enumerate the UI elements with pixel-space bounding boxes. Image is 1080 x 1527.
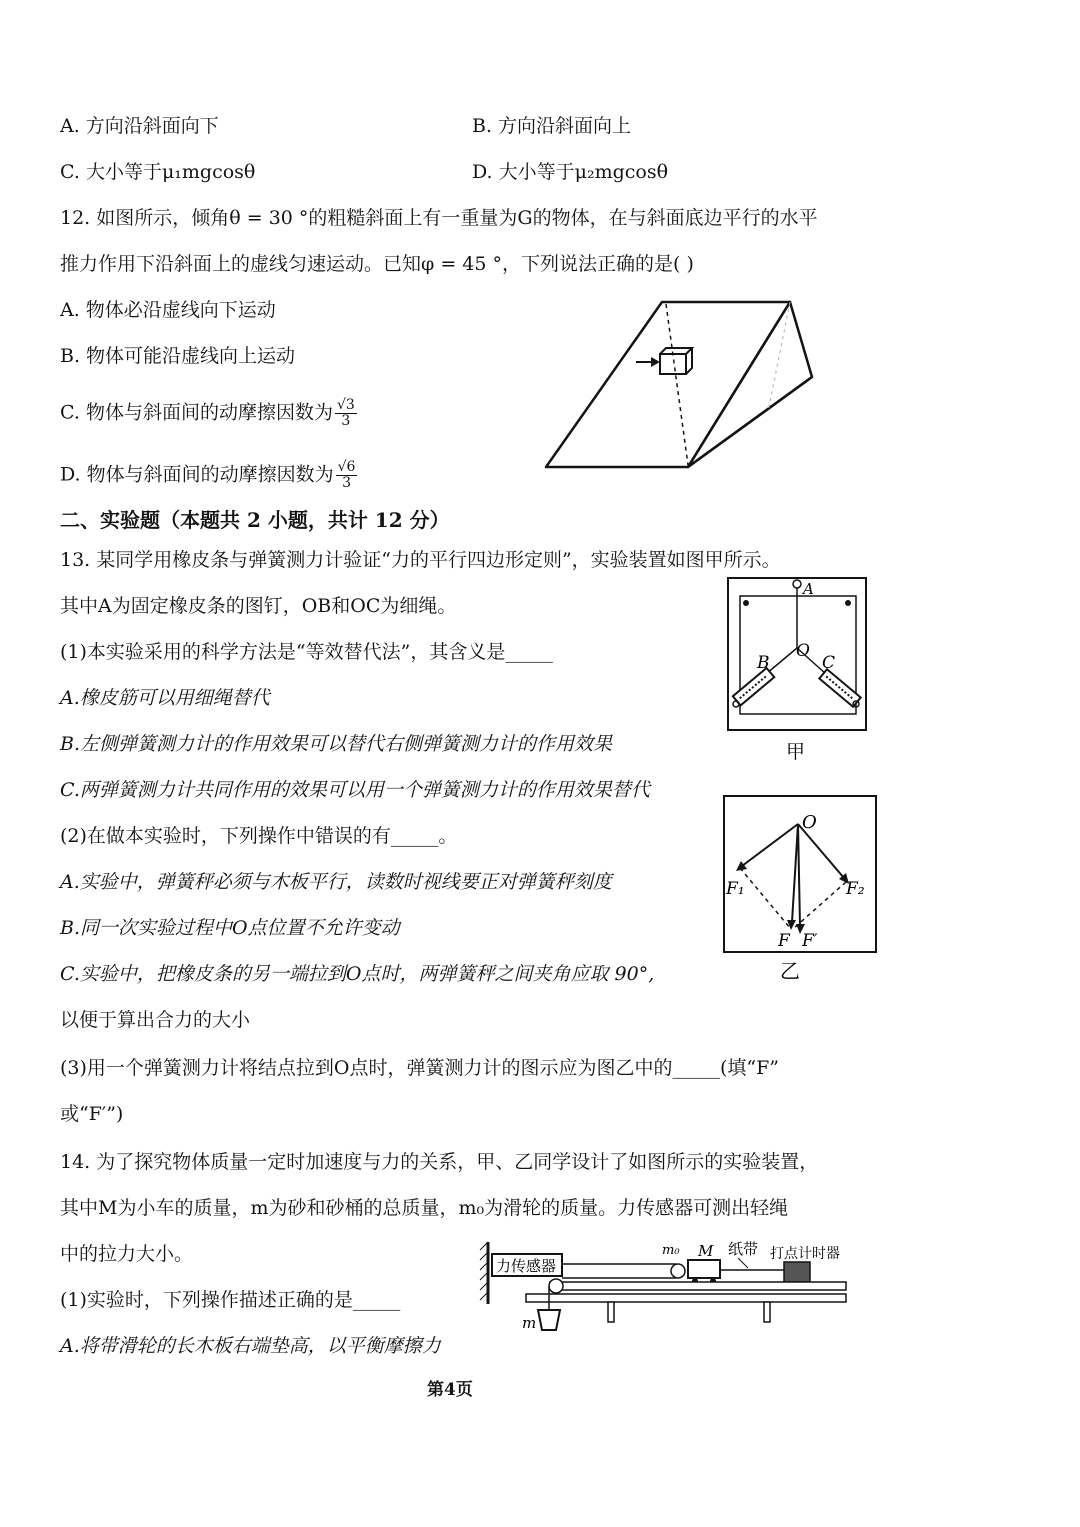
fixed-pulley xyxy=(549,1279,563,1293)
q11-option-a: A. 方向沿斜面向下 xyxy=(60,115,219,137)
q13-part-1: (1)本实验采用的科学方法是“等效替代法”，其含义是_____ xyxy=(60,641,553,663)
q14-line-2: 其中M为小车的质量，m为砂和砂桶的总质量，m₀为滑轮的质量。力传感器可测出轻绳 xyxy=(60,1197,789,1219)
q12-option-d-fraction xyxy=(336,460,358,491)
yi-label-f1: F₁ xyxy=(726,879,745,899)
jia-label-a: A xyxy=(803,580,814,598)
section-2-heading: 二、实验题（本题共 2 小题，共计 12 分） xyxy=(60,508,450,532)
jia-string-ob xyxy=(766,648,797,674)
timer xyxy=(784,1262,810,1282)
jia-caption: 甲 xyxy=(786,741,806,763)
q13-part-3-line-2: 或“F′”) xyxy=(60,1103,124,1125)
q14-part-1: (1)实验时，下列操作描述正确的是_____ xyxy=(60,1289,401,1311)
q13-part-2-option-c-line-1: C.实验中，把橡皮条的另一端拉到O点时，两弹簧秤之间夹角应取 90°, xyxy=(60,963,655,985)
yi-vector-f2 xyxy=(798,824,849,884)
incline-block xyxy=(660,348,692,374)
q12-c-denominator: 3 xyxy=(341,413,351,429)
yi-label-f-prime: F′ xyxy=(802,931,818,951)
table-leg-left xyxy=(608,1302,614,1322)
jia-label-o: O xyxy=(796,641,810,661)
moving-pulley xyxy=(671,1264,685,1278)
yi-label-f2: F₂ xyxy=(846,879,865,899)
q12-d-denominator: 3 xyxy=(342,475,352,491)
q12-option-a: A. 物体必沿虚线向下运动 xyxy=(60,299,276,321)
push-arrow xyxy=(636,357,660,367)
paper-tape-leader xyxy=(738,1258,748,1268)
q13-part-2-option-b: B.同一次实验过程中O点位置不允许变动 xyxy=(60,917,400,939)
jia-spring-scale-left xyxy=(733,668,774,705)
q11-option-d: D. 大小等于μ₂mgcosθ xyxy=(472,161,669,183)
yi-vector-f xyxy=(787,824,798,930)
incline-dashed-path xyxy=(666,304,688,465)
q14-line-1: 14. 为了探究物体质量一定时加速度与力的关系，甲、乙同学设计了如图所示的实验装置， xyxy=(60,1151,819,1173)
q12-option-c xyxy=(60,398,357,429)
q12-line-2: 推力作用下沿斜面上的虚线匀速运动。已知φ = 45 °，下列说法正确的是( ) xyxy=(60,253,694,275)
q13-part-3-line-1: (3)用一个弹簧测力计将结点拉到O点时，弹簧测力计的图示应为图乙中的_____(填“F” xyxy=(60,1057,780,1079)
yi-label-f: F xyxy=(778,931,790,951)
q13-part-2: (2)在做本实验时，下列操作中错误的有_____。 xyxy=(60,825,458,847)
q14-part-1-option-a: A.将带滑轮的长木板右端垫高，以平衡摩擦力 xyxy=(60,1335,441,1357)
yi-dashed-f2-side xyxy=(794,882,846,928)
q14-apparatus-figure xyxy=(476,1236,856,1336)
q12-option-b: B. 物体可能沿虚线向上运动 xyxy=(60,345,296,367)
q13-line-2: 其中A为固定橡皮条的图钉，OB和OC为细绳。 xyxy=(60,595,457,617)
q13-part-1-option-c: C.两弹簧测力计共同作用的效果可以用一个弹簧测力计的作用效果替代 xyxy=(60,779,650,801)
jia-label-c: C xyxy=(822,653,836,673)
cart xyxy=(688,1260,720,1278)
sand-bucket xyxy=(538,1310,560,1330)
q12-d-numerator: √6 xyxy=(337,459,356,475)
figure-yi xyxy=(722,794,878,986)
yi-label-o: O xyxy=(802,812,817,833)
pulley-mass-label: m₀ xyxy=(662,1243,680,1258)
q11-option-c: C. 大小等于μ₁mgcosθ xyxy=(60,161,256,183)
yi-caption: 乙 xyxy=(780,959,800,983)
timer-label: 打点计时器 xyxy=(770,1246,840,1262)
q12-option-c-text: C. 物体与斜面间的动摩擦因数为 xyxy=(60,401,333,424)
jia-pin-top-right xyxy=(845,600,851,606)
q13-part-1-option-a: A.橡皮筋可以用细绳替代 xyxy=(60,687,270,709)
q13-part-2-option-a: A.实验中，弹簧秤必须与木板平行，读数时视线要正对弹簧秤刻度 xyxy=(60,871,612,893)
jia-label-b: B xyxy=(757,653,770,673)
force-sensor-label: 力传感器 xyxy=(496,1257,557,1275)
yi-dashed-f1-side xyxy=(740,868,790,928)
q12-option-d-text: D. 物体与斜面间的动摩擦因数为 xyxy=(60,463,334,486)
q13-line-1: 13. 某同学用橡皮条与弹簧测力计验证“力的平行四边形定则”，实验装置如图甲所示。 xyxy=(60,549,781,571)
table-leg-right xyxy=(764,1302,770,1322)
long-board xyxy=(550,1282,846,1290)
q12-line-1: 12. 如图所示，倾角θ = 30 °的粗糙斜面上有一重量为G的物体，在与斜面底边平行的水平 xyxy=(60,207,818,229)
q14-line-3: 中的拉力大小。 xyxy=(60,1243,194,1265)
yi-vector-f1 xyxy=(736,824,798,871)
q12-option-c-fraction xyxy=(335,398,357,429)
table-top xyxy=(526,1294,846,1302)
incline-outline xyxy=(546,302,812,467)
paper-tape-label: 纸带 xyxy=(728,1240,759,1258)
q12-c-numerator: √3 xyxy=(336,397,355,413)
q12-incline-figure xyxy=(540,292,830,477)
q13-part-1-option-b: B.左侧弹簧测力计的作用效果可以替代右侧弹簧测力计的作用效果 xyxy=(60,733,613,755)
page-number: 第4页 xyxy=(427,1380,473,1400)
q13-part-2-option-c-line-2: 以便于算出合力的大小 xyxy=(60,1009,251,1031)
figure-jia xyxy=(726,576,868,766)
q12-option-d xyxy=(60,460,357,491)
jia-pin-top-left xyxy=(743,600,749,606)
bucket-mass-label: m xyxy=(522,1314,537,1332)
jia-pin-a xyxy=(793,580,801,588)
yi-vector-f-prime xyxy=(796,824,805,934)
q11-option-b: B. 方向沿斜面向上 xyxy=(472,115,632,137)
cart-mass-label: M xyxy=(698,1242,714,1260)
